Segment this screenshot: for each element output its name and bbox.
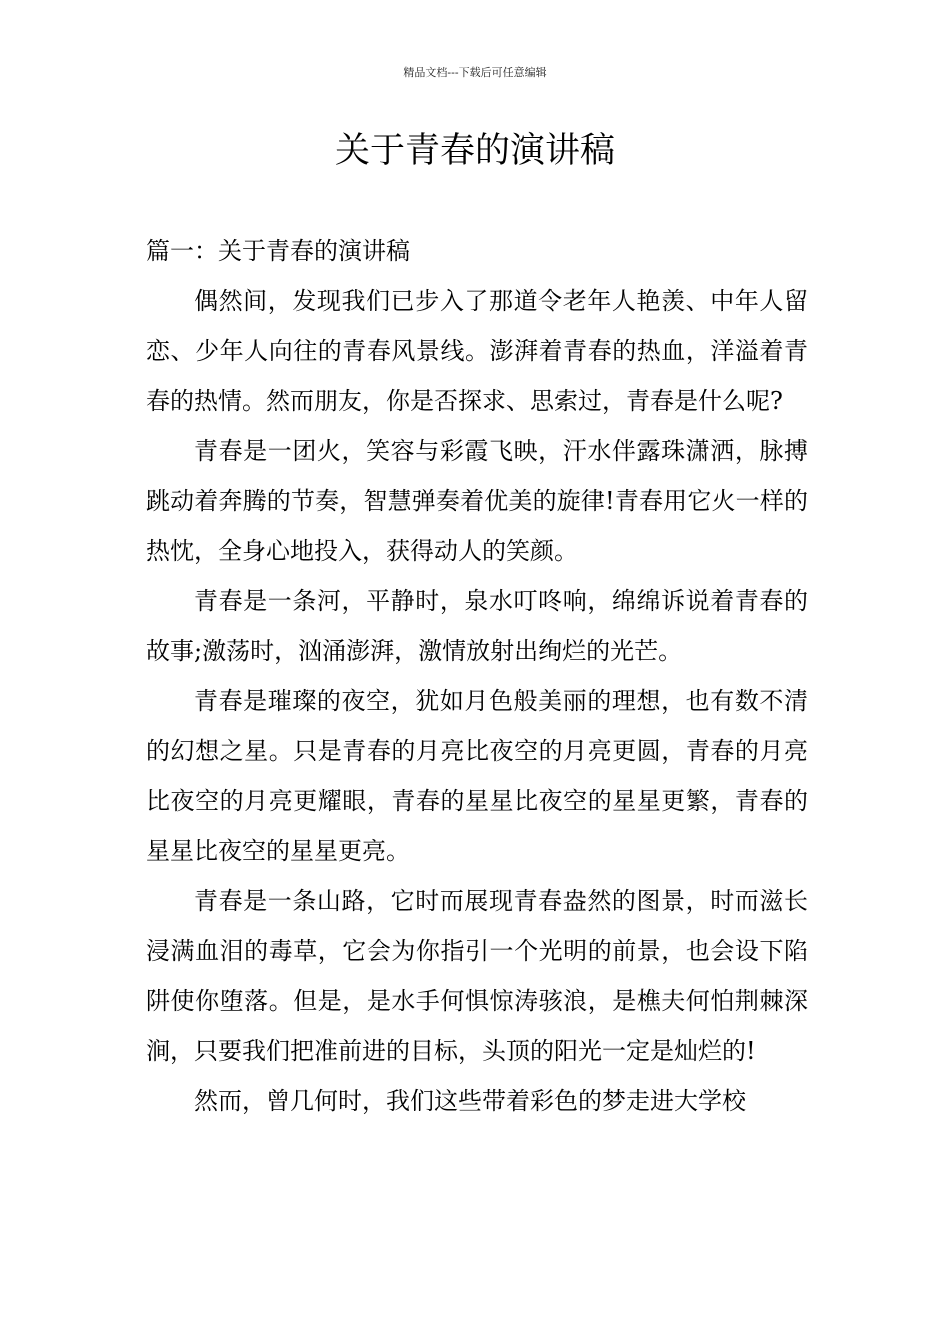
paragraph: 青春是一条山路，它时而展现青春盎然的图景，时而滋长浸满血泪的毒草，它会为你指引一个光明的前景，也会设下陷阱使你堕落。但是，是水手何惧惊涛骇浪，是樵夫何怕荆棘深涧，只要我们把准前进的目标，头顶的阳光一定是灿烂的! [146,887,808,1065]
paragraph: 偶然间，发现我们已步入了那道令老年人艳羡、中年人留恋、少年人向往的青春风景线。澎湃着青春的热血，洋溢着青春的热情。然而朋友，你是否探求、思索过，青春是什么呢? [146,287,808,415]
document-body [146,226,808,1126]
header-note: 精品文档---下载后可任意编辑 [403,66,547,79]
paragraph: 青春是璀璨的夜空，犹如月色般美丽的理想，也有数不清的幻想之星。只是青春的月亮比夜空的月亮更圆，青春的月亮比夜空的月亮更耀眼，青春的星星比夜空的星星更繁，青春的星星比夜空的星星更亮。 [146,687,808,865]
section-heading: 篇一：关于青春的演讲稿 [146,237,410,265]
paragraph: 然而，曾几何时，我们这些带着彩色的梦走进大学校 [194,1087,746,1115]
paragraph: 青春是一条河，平静时，泉水叮咚响，绵绵诉说着青春的故事;激荡时，汹涌澎湃，激情放射出绚烂的光芒。 [146,587,808,665]
paragraph: 青春是一团火，笑容与彩霞飞映，汗水伴露珠潇洒，脉搏跳动着奔腾的节奏，智慧弹奏着优美的旋律!青春用它火一样的热忱，全身心地投入，获得动人的笑颜。 [146,437,808,565]
document-title: 关于青春的演讲稿 [334,131,615,171]
